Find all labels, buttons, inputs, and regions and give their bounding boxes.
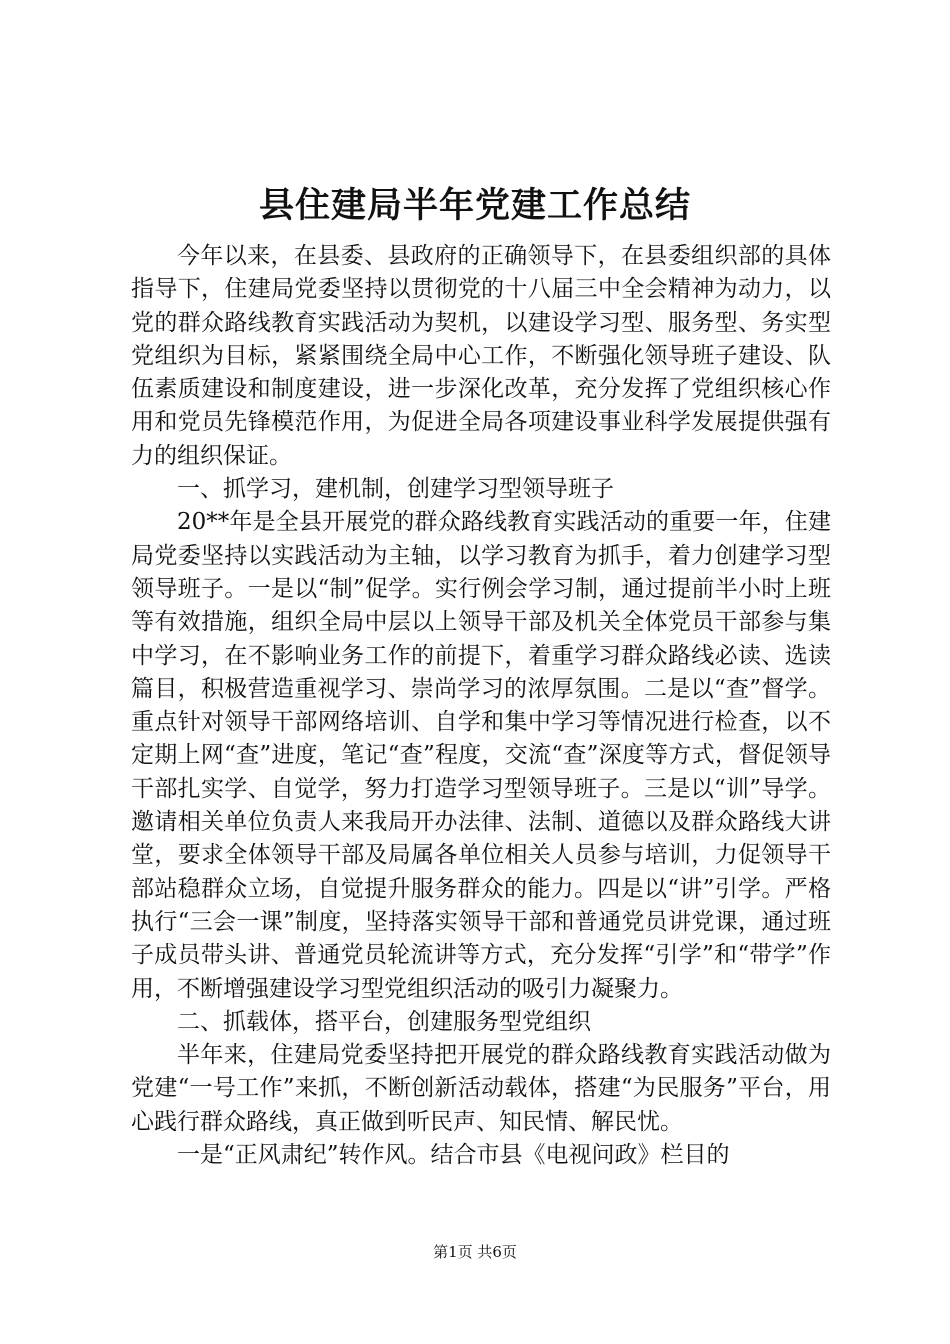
page-number-footer: 第1页 共6页 — [433, 1243, 517, 1261]
paragraph-intro: 今年以来，在县委、县政府的正确领导下，在县委组织部的具体指导下，住建局党委坚持以贯彻党的十八届三中全会精神为动力，以党的群众路线教育实践活动为契机，以建设学习型、服务型、务实型党组织为目标，紧紧围绕全局中心工作，不断强化领导班子建设、队伍素质建设和制度建设，进一步深化改革，充分发挥了党组织核心作用和党员先锋模范作用，为促进全局各项建设事业科学发展提供强有力的组织保证。 — [131, 243, 831, 469]
paragraph-section-2-item-1: 一是“正风肃纪”转作风。结合市县《电视问政》栏目的 — [177, 1142, 730, 1169]
document-title: 县住建局半年党建工作总结 — [258, 185, 691, 226]
paragraph-section-1: 20**年是全县开展党的群众路线教育实践活动的重要一年，住建局党委坚持以实践活动为主轴，以学习教育为抓手，着力创建学习型领导班子。一是以“制”促学。实行例会学习制，通过提前半小时上班等有效措施，组织全局中层以上领导干部及机关全体党员干部参与集中学习，在不影响业务工作的前提下，着重学习群众路线必读、选读篇目，积极营造重视学习、崇尚学习的浓厚氛围。二是以“查”督学。重点针对领导干部网络培训、自学和集中学习等情况进行检查，以不定期上网“查”进度，笔记“查”程度，交流“查”深度等方式，督促领导干部扎实学、自觉学，努力打造学习型领导班子。三是以“训”导学。邀请相关单位负责人来我局开办法律、法制、道德以及群众路线大讲堂，要求全体领导干部及局属各单位相关人员参与培训，力促领导干部站稳群众立场，自觉提升服务群众的能力。四是以“讲”引学。严格执行“三会一课”制度，坚持落实领导干部和普通党员讲党课，通过班子成员带头讲、普通党员轮流讲等方式，充分发挥“引学”和“带学”作用，不断增强建设学习型党组织活动的吸引力凝聚力。 — [131, 509, 831, 1002]
section-heading-2: 二、抓载体，搭平台，创建服务型党组织 — [177, 1008, 591, 1035]
paragraph-section-2: 半年来，住建局党委坚持把开展党的群众路线教育实践活动做为党建“一号工作”来抓，不断创新活动载体，搭建“为民服务”平台，用心践行群众路线，真正做到听民声、知民情、解民忧。 — [131, 1042, 831, 1135]
document-body — [131, 240, 831, 1172]
section-heading-1: 一、抓学习，建机制，创建学习型领导班子 — [177, 476, 614, 503]
